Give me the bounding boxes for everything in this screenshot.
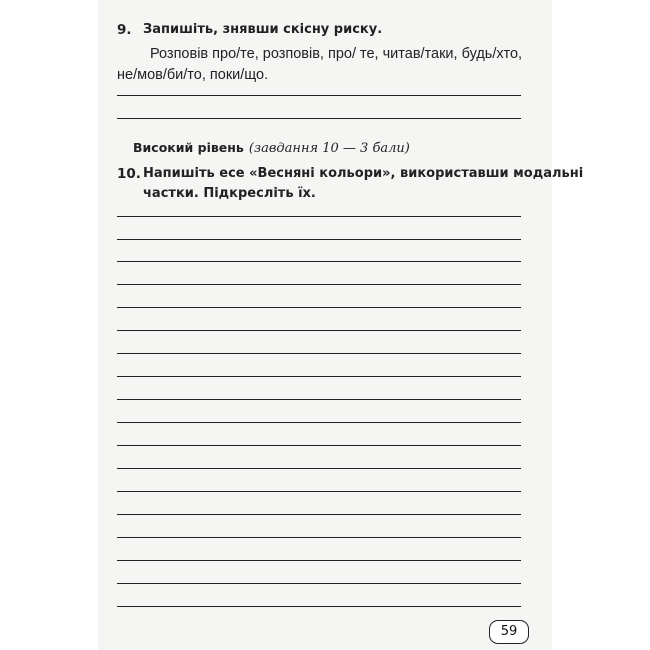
task-10-title-line-2: частки. Підкресліть їх. bbox=[143, 186, 316, 201]
task-10-number: 10. bbox=[117, 166, 141, 182]
answer-line bbox=[117, 118, 521, 119]
task-9-text-line-2: не/мов/би/то, поки/що. bbox=[117, 67, 269, 83]
workbook-page bbox=[98, 0, 552, 650]
page-number: 59 bbox=[489, 620, 529, 644]
level-heading-italic: (завдання 10 — 3 бали) bbox=[248, 141, 410, 156]
level-heading bbox=[133, 137, 410, 156]
task-10-title-line-1: Напишіть есе «Весняні кольори», використавши модальні bbox=[143, 166, 584, 181]
answer-line bbox=[117, 376, 521, 377]
task-9-text-line-1: Розповів про/те, розповів, про/ те, читав/таки, будь/хто, bbox=[150, 46, 523, 62]
answer-line bbox=[117, 284, 521, 285]
answer-line bbox=[117, 606, 521, 607]
answer-line bbox=[117, 239, 521, 240]
answer-line bbox=[117, 445, 521, 446]
task-9-number: 9. bbox=[117, 22, 132, 38]
answer-line bbox=[117, 261, 521, 262]
answer-line bbox=[117, 491, 521, 492]
answer-line bbox=[117, 330, 521, 331]
answer-line bbox=[117, 399, 521, 400]
answer-line bbox=[117, 95, 521, 96]
level-heading-bold: Високий рівень bbox=[133, 140, 244, 155]
answer-line bbox=[117, 468, 521, 469]
task-9-title: Запишіть, знявши скісну риску. bbox=[143, 22, 383, 37]
answer-line bbox=[117, 307, 521, 308]
answer-line bbox=[117, 353, 521, 354]
answer-line bbox=[117, 560, 521, 561]
answer-line bbox=[117, 422, 521, 423]
answer-line bbox=[117, 583, 521, 584]
answer-line bbox=[117, 537, 521, 538]
answer-line bbox=[117, 514, 521, 515]
answer-line bbox=[117, 216, 521, 217]
